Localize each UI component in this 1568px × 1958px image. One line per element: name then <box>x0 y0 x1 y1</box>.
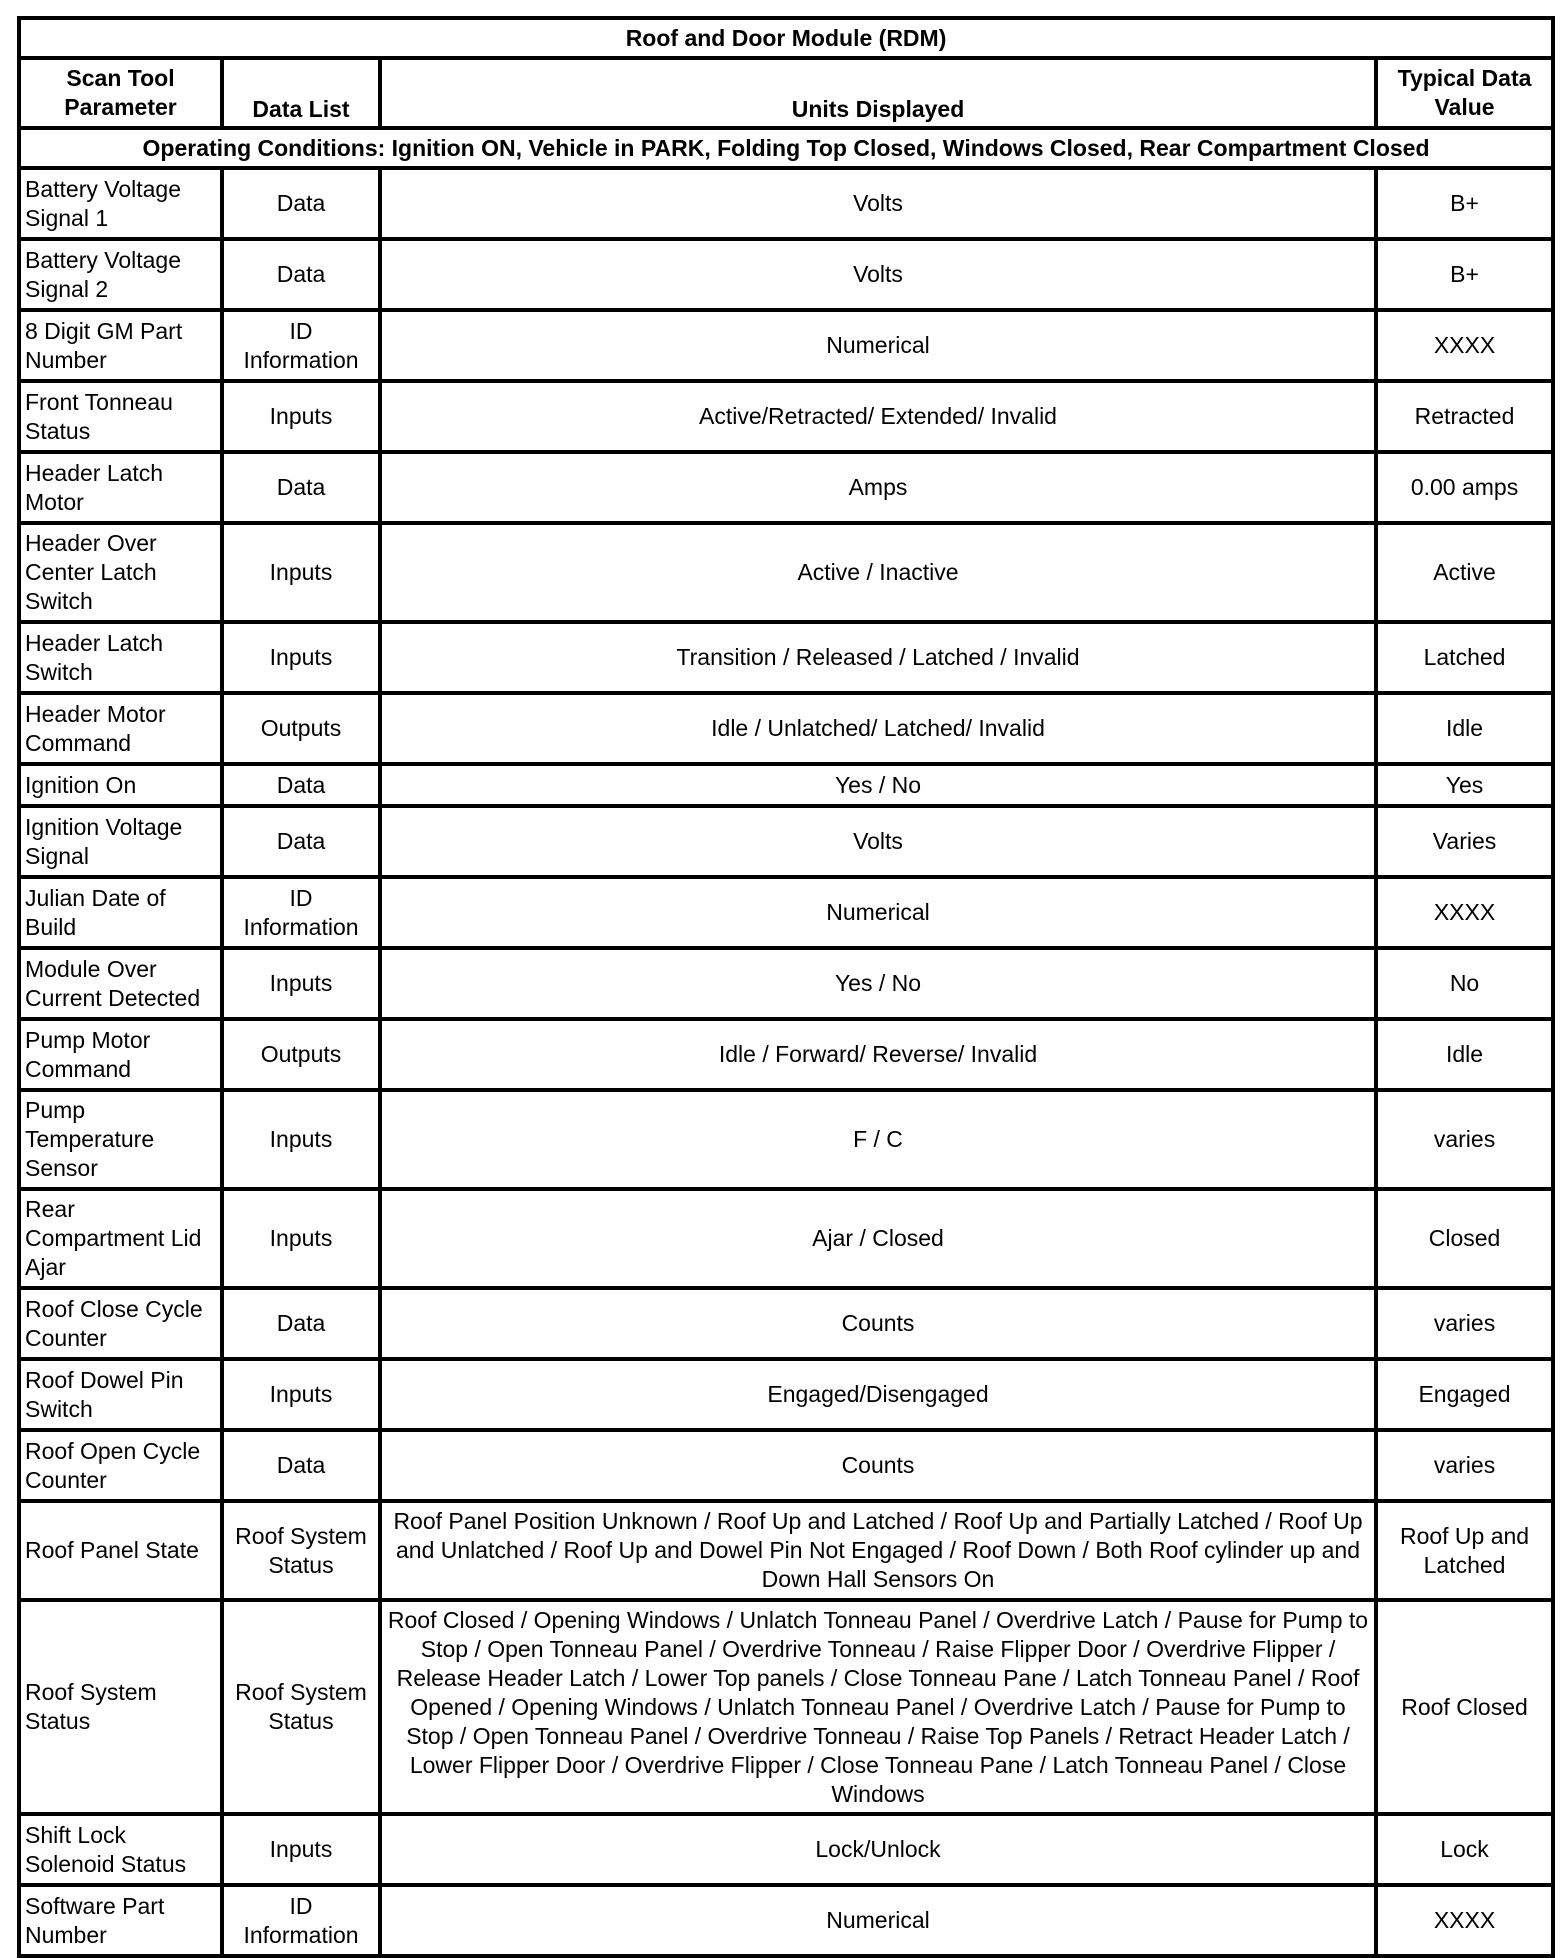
cell-parameter: Module Over Current Detected <box>19 948 222 1019</box>
cell-typical: Latched <box>1376 622 1553 693</box>
cell-parameter: Ignition On <box>19 764 222 806</box>
cell-parameter: Header Over Center Latch Switch <box>19 523 222 622</box>
table-row <box>19 806 1553 877</box>
table-row <box>19 1885 1553 1956</box>
cell-units: F / C <box>380 1090 1376 1189</box>
cell-typical: Varies <box>1376 806 1553 877</box>
cell-units: Idle / Unlatched/ Latched/ Invalid <box>380 693 1376 764</box>
cell-units: Yes / No <box>380 764 1376 806</box>
cell-parameter: Front Tonneau Status <box>19 381 222 452</box>
cell-data-list: ID Information <box>222 310 380 381</box>
cell-units: Numerical <box>380 1885 1376 1956</box>
cell-data-list: Data <box>222 806 380 877</box>
cell-typical: B+ <box>1376 239 1553 310</box>
cell-typical: Active <box>1376 523 1553 622</box>
cell-data-list: Inputs <box>222 622 380 693</box>
cell-typical: Closed <box>1376 1189 1553 1288</box>
cell-units: Numerical <box>380 310 1376 381</box>
cell-typical: Engaged <box>1376 1359 1553 1430</box>
cell-typical: XXXX <box>1376 1885 1553 1956</box>
cell-parameter: Battery Voltage Signal 2 <box>19 239 222 310</box>
cell-units: Transition / Released / Latched / Invalid <box>380 622 1376 693</box>
cell-typical: Lock <box>1376 1814 1553 1885</box>
cell-typical: 0.00 amps <box>1376 452 1553 523</box>
table-row <box>19 452 1553 523</box>
table-row <box>19 381 1553 452</box>
table-row <box>19 1359 1553 1430</box>
cell-data-list: Inputs <box>222 1090 380 1189</box>
cell-units: Volts <box>380 806 1376 877</box>
cell-data-list: Roof System Status <box>222 1600 380 1814</box>
table-row <box>19 1288 1553 1359</box>
rdm-data-table <box>17 16 1555 1958</box>
cell-units: Amps <box>380 452 1376 523</box>
cell-data-list: Inputs <box>222 1814 380 1885</box>
table-row <box>19 1189 1553 1288</box>
header-data-list: Data List <box>222 58 380 128</box>
table-row <box>19 523 1553 622</box>
cell-units: Idle / Forward/ Reverse/ Invalid <box>380 1019 1376 1090</box>
cell-data-list: Inputs <box>222 1359 380 1430</box>
cell-units: Lock/Unlock <box>380 1814 1376 1885</box>
cell-parameter: Rear Compartment Lid Ajar <box>19 1189 222 1288</box>
cell-parameter: Pump Motor Command <box>19 1019 222 1090</box>
cell-units: Roof Panel Position Unknown / Roof Up and Latched / Roof Up and Partially Latched / Roof Up and Unlatched / Roof Up and Dowel Pin Not Engaged / Roof Down / Both Roof cylinder up and Down Hall Sensors On <box>380 1501 1376 1600</box>
table-row <box>19 310 1553 381</box>
cell-data-list: Data <box>222 239 380 310</box>
cell-data-list: ID Information <box>222 1885 380 1956</box>
cell-parameter: Julian Date of Build <box>19 877 222 948</box>
cell-data-list: Inputs <box>222 523 380 622</box>
cell-parameter: Software Part Number <box>19 1885 222 1956</box>
cell-parameter: Roof Panel State <box>19 1501 222 1600</box>
cell-typical: Idle <box>1376 1019 1553 1090</box>
cell-typical: No <box>1376 948 1553 1019</box>
cell-typical: Retracted <box>1376 381 1553 452</box>
table-row <box>19 1814 1553 1885</box>
cell-parameter: 8 Digit GM Part Number <box>19 310 222 381</box>
table-row <box>19 1501 1553 1600</box>
cell-typical: varies <box>1376 1288 1553 1359</box>
table-row <box>19 1600 1553 1814</box>
table-row <box>19 948 1553 1019</box>
cell-typical: XXXX <box>1376 310 1553 381</box>
cell-data-list: Outputs <box>222 693 380 764</box>
table-row <box>19 1090 1553 1189</box>
cell-data-list: Outputs <box>222 1019 380 1090</box>
cell-parameter: Header Latch Motor <box>19 452 222 523</box>
cell-units: Ajar / Closed <box>380 1189 1376 1288</box>
cell-units: Volts <box>380 239 1376 310</box>
cell-typical: B+ <box>1376 168 1553 239</box>
cell-parameter: Ignition Voltage Signal <box>19 806 222 877</box>
cell-data-list: Data <box>222 452 380 523</box>
cell-data-list: Data <box>222 764 380 806</box>
cell-typical: varies <box>1376 1430 1553 1501</box>
cell-units: Yes / No <box>380 948 1376 1019</box>
cell-parameter: Battery Voltage Signal 1 <box>19 168 222 239</box>
table-title: Roof and Door Module (RDM) <box>19 18 1553 58</box>
cell-parameter: Roof Close Cycle Counter <box>19 1288 222 1359</box>
cell-units: Volts <box>380 168 1376 239</box>
table-row <box>19 1019 1553 1090</box>
cell-data-list: Roof System Status <box>222 1501 380 1600</box>
operating-conditions: Operating Conditions: Ignition ON, Vehicle in PARK, Folding Top Closed, Windows Closed, Rear Compartment Closed <box>19 128 1553 168</box>
cell-parameter: Roof Open Cycle Counter <box>19 1430 222 1501</box>
cell-parameter: Pump Temperature Sensor <box>19 1090 222 1189</box>
cell-data-list: Data <box>222 1430 380 1501</box>
cell-units: Active/Retracted/ Extended/ Invalid <box>380 381 1376 452</box>
cell-parameter: Header Latch Switch <box>19 622 222 693</box>
table-row <box>19 1430 1553 1501</box>
header-scan-tool-parameter: Scan Tool Parameter <box>19 58 222 128</box>
cell-typical: Yes <box>1376 764 1553 806</box>
header-typical-data-value: Typical Data Value <box>1376 58 1553 128</box>
cell-parameter: Roof Dowel Pin Switch <box>19 1359 222 1430</box>
cell-units: Counts <box>380 1288 1376 1359</box>
cell-typical: XXXX <box>1376 877 1553 948</box>
cell-parameter: Header Motor Command <box>19 693 222 764</box>
cell-units: Engaged/Disengaged <box>380 1359 1376 1430</box>
table-row <box>19 764 1553 806</box>
cell-data-list: Data <box>222 1288 380 1359</box>
cell-typical: varies <box>1376 1090 1553 1189</box>
cell-units: Roof Closed / Opening Windows / Unlatch Tonneau Panel / Overdrive Latch / Pause for Pump to Stop / Open Tonneau Panel / Overdrive Tonneau / Raise Flipper Door / Overdrive Flipper / Release Header Latch / Lower Top panels / Close Tonneau Pane / Latch Tonneau Panel / Roof Opened / Opening Windows / Unlatch Tonneau Panel / Overdrive Latch / Pause for Pump to Stop / Open Tonneau Panel / Overdrive Tonneau / Raise Top Panels / Retract Header Latch / Lower Flipper Door / Overdrive Flipper / Close Tonneau Pane / Latch Tonneau Panel / Close Windows <box>380 1600 1376 1814</box>
cell-typical: Idle <box>1376 693 1553 764</box>
cell-data-list: ID Information <box>222 877 380 948</box>
table-row <box>19 168 1553 239</box>
cell-typical: Roof Closed <box>1376 1600 1553 1814</box>
cell-data-list: Data <box>222 168 380 239</box>
table-row <box>19 622 1553 693</box>
cell-data-list: Inputs <box>222 381 380 452</box>
table-row <box>19 693 1553 764</box>
table-row <box>19 877 1553 948</box>
table-row <box>19 239 1553 310</box>
cell-parameter: Shift Lock Solenoid Status <box>19 1814 222 1885</box>
cell-data-list: Inputs <box>222 1189 380 1288</box>
cell-data-list: Inputs <box>222 948 380 1019</box>
cell-parameter: Roof System Status <box>19 1600 222 1814</box>
cell-units: Active / Inactive <box>380 523 1376 622</box>
header-units-displayed: Units Displayed <box>380 58 1376 128</box>
cell-typical: Roof Up and Latched <box>1376 1501 1553 1600</box>
cell-units: Counts <box>380 1430 1376 1501</box>
cell-units: Numerical <box>380 877 1376 948</box>
